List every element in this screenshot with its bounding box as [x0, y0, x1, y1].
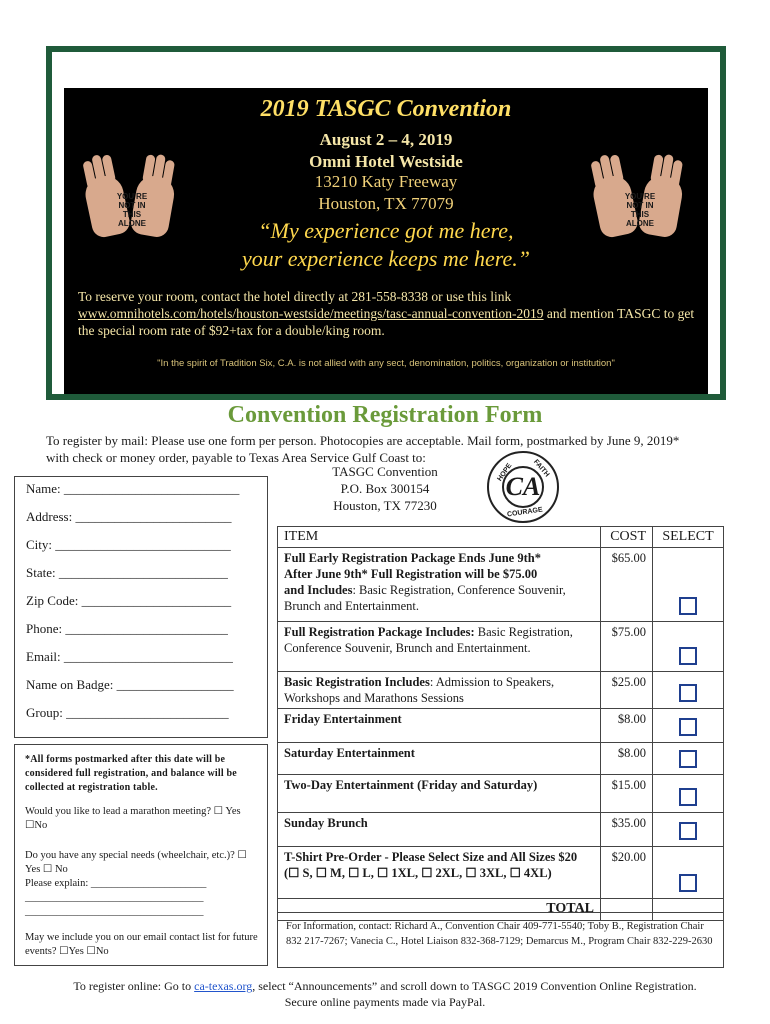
- table-row: [278, 847, 724, 899]
- hotel-address-street: 13210 Katy Freeway: [314, 172, 458, 191]
- select-cell: [653, 672, 724, 709]
- sunday-brunch-checkbox[interactable]: [679, 822, 697, 840]
- mail-instructions: [46, 432, 746, 466]
- quote-line-2: your experience keeps me here.”: [241, 246, 531, 271]
- select-cell: [653, 548, 724, 622]
- mail-instructions-line-2: with check or money order, payable to Texas Area Service Gulf Coast to:: [46, 450, 426, 465]
- convention-title: 2019 TASGC Convention: [260, 96, 512, 122]
- cost-cell: $8.00: [601, 743, 653, 775]
- item-title: Basic Registration Includes: [284, 675, 430, 689]
- hotel-reservation-link[interactable]: www.omnihotels.com/hotels/houston-westside/meetings/tasc-annual-convention-2019: [78, 306, 544, 321]
- tradition-six-text: "In the spirit of Tradition Six, C.A. is not allied with any sect, denomination, politics, organization or institution": [144, 380, 626, 391]
- item-title[interactable]: T-Shirt Pre-Order - Please Select Size and All Sizes $20 (☐ S, ☐ M, ☐ L, ☐ 1XL, ☐ 2XL, ☐ 3XL, ☐ 4XL): [284, 850, 578, 880]
- special-needs-question[interactable]: Do you have any special needs (wheelchair, etc.)? ☐ Yes ☐ No: [25, 850, 247, 875]
- select-cell: [653, 813, 724, 847]
- mailing-address: [320, 463, 450, 514]
- select-header: SELECT: [653, 527, 724, 548]
- item-cell: [278, 847, 601, 899]
- table-row: [278, 775, 724, 813]
- explain-line[interactable]: __________________________________: [25, 906, 204, 917]
- item-title: Saturday Entertainment: [284, 746, 415, 760]
- seal-word-courage: COURAGE: [506, 506, 544, 519]
- saturday-entertainment-checkbox[interactable]: [679, 750, 697, 768]
- select-cell: [653, 709, 724, 743]
- item-title: Sunday Brunch: [284, 816, 368, 830]
- table-row: [278, 622, 724, 672]
- reservation-text-post: and mention TASGC to get the special room rate of $92+tax for a double/king room.: [78, 306, 695, 338]
- select-cell: [653, 775, 724, 813]
- group-field[interactable]: Group: _________________________: [26, 705, 229, 720]
- seal-word-hope: HOPE: [496, 462, 514, 483]
- convention-dates: August 2 – 4, 2019: [319, 130, 453, 149]
- reservation-text: To reserve your room, contact the hotel directly at 281-558-8338 or use this link: [78, 289, 512, 304]
- explain-field[interactable]: Please explain: ______________________: [25, 878, 207, 889]
- item-cell: [278, 743, 601, 775]
- total-label: TOTAL: [278, 899, 601, 921]
- additional-questions-box: [14, 744, 268, 966]
- item-description: : Basic Registration, Conference Souvenir, Brunch and Entertainment.: [284, 583, 566, 613]
- zip-code-field[interactable]: Zip Code: _______________________: [26, 593, 232, 608]
- registration-table: [277, 526, 724, 921]
- convention-hotel: Omni Hotel Westside: [309, 152, 463, 171]
- ca-texas-link[interactable]: ca-texas.org: [194, 979, 253, 993]
- reservation-info: [78, 288, 698, 339]
- item-cell: [278, 672, 601, 709]
- cost-cell: $8.00: [601, 709, 653, 743]
- seal-word-faith: FAITH: [531, 458, 551, 479]
- cost-cell: $20.00: [601, 847, 653, 899]
- item-cell: [278, 775, 601, 813]
- quote-line-1: “My experience got me here,: [258, 218, 514, 243]
- banner-inner: [52, 52, 720, 394]
- hands-right-image: [590, 152, 690, 252]
- address-field[interactable]: Address: ________________________: [26, 509, 232, 524]
- hotel-address-city: Houston, TX 77079: [318, 194, 454, 213]
- hand-right-text: YOU'RE NOT IN THIS ALONE: [624, 192, 656, 228]
- item-description: Basic Registration, Conference Souvenir, Brunch and Entertainment.: [284, 625, 573, 655]
- item-cell: [278, 709, 601, 743]
- mailing-address-line: Houston, TX 77230: [333, 498, 437, 513]
- table-header-row: [278, 527, 724, 548]
- cost-header: COST: [601, 527, 653, 548]
- cost-cell: $15.00: [601, 775, 653, 813]
- tradition-six-banner-text: "In the spirit of Tradition Six, C.A. is not allied with any sect, denomination, politics, organization or institution": [157, 358, 615, 369]
- early-registration-checkbox[interactable]: [679, 597, 697, 615]
- tshirt-checkbox[interactable]: [679, 874, 697, 892]
- badge-name-field[interactable]: Name on Badge: __________________: [26, 677, 234, 692]
- online-registration: [0, 978, 770, 1010]
- ca-logo-seal: [487, 451, 559, 523]
- item-title: Full Registration Package Includes:: [284, 625, 475, 639]
- table-row: [278, 548, 724, 622]
- email-field[interactable]: Email: __________________________: [26, 649, 233, 664]
- banner-image: [64, 88, 708, 394]
- online-registration-text-post: , select “Announcements” and scroll down to TASGC 2019 Convention Online Registration.: [252, 979, 697, 993]
- cost-cell: $35.00: [601, 813, 653, 847]
- registrant-fields-box: [14, 476, 268, 738]
- item-cell: [278, 622, 601, 672]
- item-subtitle: After June 9th* Full Registration will be $75.00: [284, 567, 538, 581]
- two-day-entertainment-checkbox[interactable]: [679, 788, 697, 806]
- mailing-address-line: TASGC Convention: [332, 464, 438, 479]
- mailing-address-line: P.O. Box 300154: [340, 481, 430, 496]
- select-cell: [653, 743, 724, 775]
- full-registration-checkbox[interactable]: [679, 647, 697, 665]
- table-row: [278, 743, 724, 775]
- select-cell: [653, 622, 724, 672]
- seal-letters: CA: [502, 466, 544, 508]
- contact-info: For Information, contact: Richard A., Convention Chair 409-771-5540; Toby B., Registration Chair 832 217-7267; Vanecia C., Hotel Liaison 832-368-7129; Demarcus M., Program Chair 832-229-2630: [277, 912, 724, 968]
- table-row: [278, 672, 724, 709]
- item-description: : Admission to Speakers, Workshops and Marathons Sessions: [284, 675, 555, 705]
- item-title: Friday Entertainment: [284, 712, 402, 726]
- item-cell: [278, 548, 601, 622]
- banner-frame: [46, 46, 726, 400]
- basic-registration-checkbox[interactable]: [679, 684, 697, 702]
- hand-left-text: YOU'RE NOT IN THIS ALONE: [116, 192, 148, 228]
- item-title: Full Early Registration Package Ends June 9th*: [284, 551, 541, 565]
- select-cell: [653, 847, 724, 899]
- table-row: [278, 813, 724, 847]
- table-row: [278, 709, 724, 743]
- phone-field[interactable]: Phone: _________________________: [26, 621, 228, 636]
- mail-instructions-line-1: To register by mail: Please use one form per person. Photocopies are acceptable. Mail form, postmarked by June 9, 2019*: [46, 433, 680, 448]
- item-cell: [278, 813, 601, 847]
- name-field[interactable]: Name: ___________________________: [26, 481, 240, 496]
- state-field[interactable]: State: __________________________: [26, 565, 228, 580]
- item-title: Two-Day Entertainment (Friday and Saturday): [284, 778, 538, 792]
- marathon-question[interactable]: Would you like to lead a marathon meeting? ☐ Yes ☐No: [25, 806, 241, 831]
- cost-cell: $25.00: [601, 672, 653, 709]
- form-title: Convention Registration Form: [227, 402, 543, 428]
- paypal-note: Secure online payments made via PayPal.: [284, 995, 486, 1009]
- online-registration-text: To register online: Go to: [73, 979, 195, 993]
- item-header: ITEM: [278, 527, 601, 548]
- explain-line[interactable]: __________________________________: [25, 892, 204, 903]
- contact-list-question[interactable]: May we include you on our email contact list for future events? ☐Yes ☐No: [25, 932, 258, 957]
- friday-entertainment-checkbox[interactable]: [679, 718, 697, 736]
- cost-cell: $75.00: [601, 622, 653, 672]
- postmark-note: *All forms postmarked after this date will be considered full registration, and balance will be collected at registration table.: [25, 754, 237, 793]
- cost-cell: $65.00: [601, 548, 653, 622]
- city-field[interactable]: City: ___________________________: [26, 537, 231, 552]
- item-includes-label: and Includes: [284, 583, 353, 597]
- hands-left-image: [82, 152, 182, 252]
